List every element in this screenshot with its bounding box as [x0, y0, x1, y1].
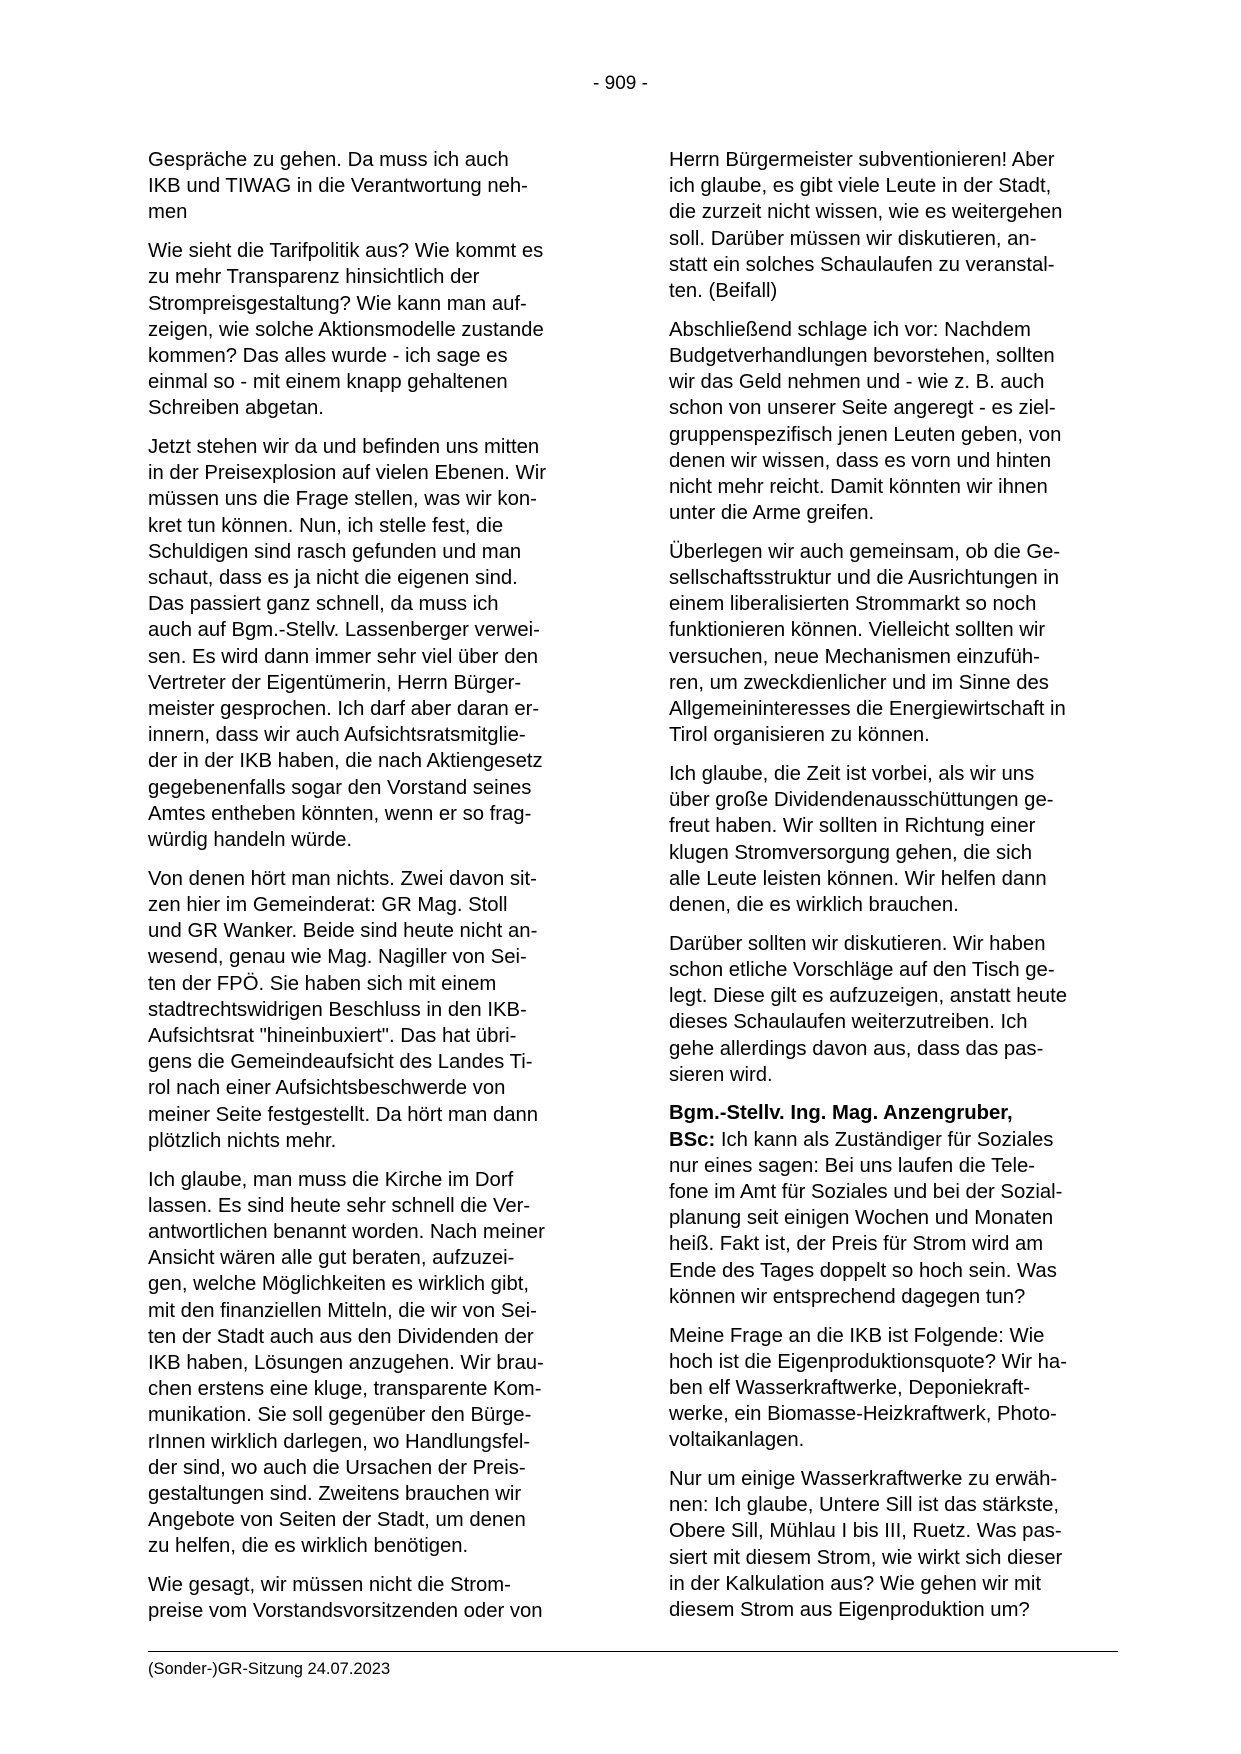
speaker-name: Bgm.-Stellv. Ing. Mag. Anzengruber, BSc: [669, 1102, 1013, 1151]
footer-session-label: (Sonder-)GR-Sitzung 24.07.2023 [148, 1660, 391, 1678]
paragraph: Nur um einige Wasserkraftwerke zu erwäh- nen: Ich glaube, Untere Sill ist das stärkste, Obere Sill, Mühlau I bis III, Ruetz. Was pas- siert mit diesem Strom, wie wirkt sich dieser in der Kalkulation aus? Wie gehen wir mit diesem Strom aus Eigenproduktion um? [669, 1468, 1063, 1622]
paragraph: Ich glaube, die Zeit ist vorbei, als wir uns über große Dividendenausschüttungen ge- freut haben. Wir sollten in Richtung einer klugen Stromversorgung gehen, die sich alle Leute leisten können. Wir helfen dann denen, die es wirklich brauchen. [669, 762, 1054, 916]
paragraph: Abschließend schlage ich vor: Nachdem Budgetverhandlungen bevorstehen, sollten wir das Geld nehmen und - wie z. B. auch schon von unserer Seite angeregt - es ziel- gruppenspezifisch jenen Leuten geben, von denen wir wissen, dass es vorn und hinten nicht mehr reicht. Damit könnten wir ihnen unter die Arme greifen. [669, 318, 1062, 525]
right-column [669, 147, 1117, 1636]
paragraph: Meine Frage an die IKB ist Folgende: Wie hoch ist die Eigenproduktionsquote? Wir ha- ben elf Wasserkraftwerke, Deponiekraft- werke, ein Biomasse-Heizkraftwerk, Photo- voltaikanlagen. [669, 1324, 1067, 1452]
paragraph: Darüber sollten wir diskutieren. Wir haben schon etliche Vorschläge auf den Tisch ge- legt. Diese gilt es aufzuzeigen, anstatt heute dieses Schaulaufen weiterzutreiben. Ich gehe allerdings davon aus, dass das pas- sieren wird. [669, 932, 1067, 1086]
paragraph: Wie sieht die Tarifpolitik aus? Wie kommt es zu mehr Transparenz hinsichtlich der Strompreisgestaltung? Wie kann man auf- zeigen, wie solche Aktionsmodelle zustande kommen? Das alles wurde - ich sage es einmal so - mit einem knapp gehaltenen Schreiben abgetan. [148, 240, 544, 420]
paragraph: Von denen hört man nichts. Zwei davon sit- zen hier im Gemeinderat: GR Mag. Stoll und GR Wanker. Beide sind heute nicht an- wesend, genau wie Mag. Nagiller von Sei- ten der FPÖ. Sie haben sich mit einem stadtrechtswidrigen Beschluss in den IKB- Aufsichtsrat "hineinbuxiert". Das hat übri- gens die Gemeindeaufsicht des Landes Ti- rol nach einer Aufsichtsbeschwerde von meiner Seite festgestellt. Da hört man dann plötzlich nichts mehr. [148, 867, 539, 1152]
paragraph: Überlegen wir auch gemeinsam, ob die Ge- sellschaftsstruktur und die Ausrichtungen in einem liberalisierten Strommarkt so noch funktionieren können. Vielleicht sollten wir versuchen, neue Mechanismen einzufüh- ren, um zweckdienlicher und im Sinne des Allgemeininteresses die Energiewirtschaft in Tirol organisieren zu können. [669, 540, 1066, 747]
paragraph: Ich glaube, man muss die Kirche im Dorf lassen. Es sind heute sehr schnell die Ver- antwortlichen benannt worden. Nach meiner Ansicht wären alle gut beraten, aufzuzei- gen, welche Möglichkeiten es wirklich gibt, mit den finanziellen Mitteln, die wir von Sei- ten der Stadt auch aus den Dividenden der IKB haben, Lösungen anzugehen. Wir brau- chen erstens eine kluge, transparente Kom- munikation. Sie soll gegenüber den Bürge- rInnen wirklich darlegen, wo Handlungsfel- der sind, wo auch die Ursachen der Preis- gestaltungen sind. Zweitens brauchen wir Angebote von Seiten der Stadt, um denen zu helfen, die es wirklich benötigen. [148, 1168, 545, 1558]
footer-divider [148, 1651, 1118, 1652]
paragraph: Wie gesagt, wir müssen nicht die Strom- preise vom Vorstandsvorsitzenden oder von [148, 1574, 543, 1623]
paragraph: Gespräche zu gehen. Da muss ich auch IKB und TIWAG in die Verantwortung neh- men [148, 149, 528, 224]
page-number: - 909 - [593, 73, 648, 94]
left-column [148, 147, 596, 1637]
speaker-paragraph [669, 1100, 1117, 1310]
paragraph: Jetzt stehen wir da und befinden uns mitten in der Preisexplosion auf vielen Ebenen. Wir müssen uns die Frage stellen, was wir kon- kret tun können. Nun, ich stelle fest, die Schuldigen sind rasch gefunden und man schaut, dass es ja nicht die eigenen sind. Das passiert ganz schnell, da muss ich auch auf Bgm.-Stellv. Lassenberger verwei- sen. Es wird dann immer sehr viel über den Vertreter der Eigentümerin, Herrn Bürger- meister gesprochen. Ich darf aber daran er- innern, dass wir auch Aufsichtsratsmitglie- der in der IKB haben, die nach Aktiengesetz gegebenenfalls sogar den Vorstand seines Amtes entheben könnten, wenn er so frag- würdig handeln würde. [148, 436, 546, 852]
speaker-text: Ich kann als Zuständiger für Soziales nur eines sagen: Bei uns laufen die Tele- fone im Amt für Soziales und bei der Sozial- planung seit einigen Wochen und Monaten heiß. Fakt ist, der Preis für Strom wird am Ende des Tages doppelt so hoch sein. Was können wir entsprechend dagegen tun? [669, 1128, 1063, 1308]
paragraph: Herrn Bürgermeister subventionieren! Aber ich glaube, es gibt viele Leute in der Stadt, die zurzeit nicht wissen, wie es weitergehen soll. Darüber müssen wir diskutieren, an- statt ein solches Schaulaufen zu veranstal- ten. (Beifall) [669, 149, 1063, 303]
